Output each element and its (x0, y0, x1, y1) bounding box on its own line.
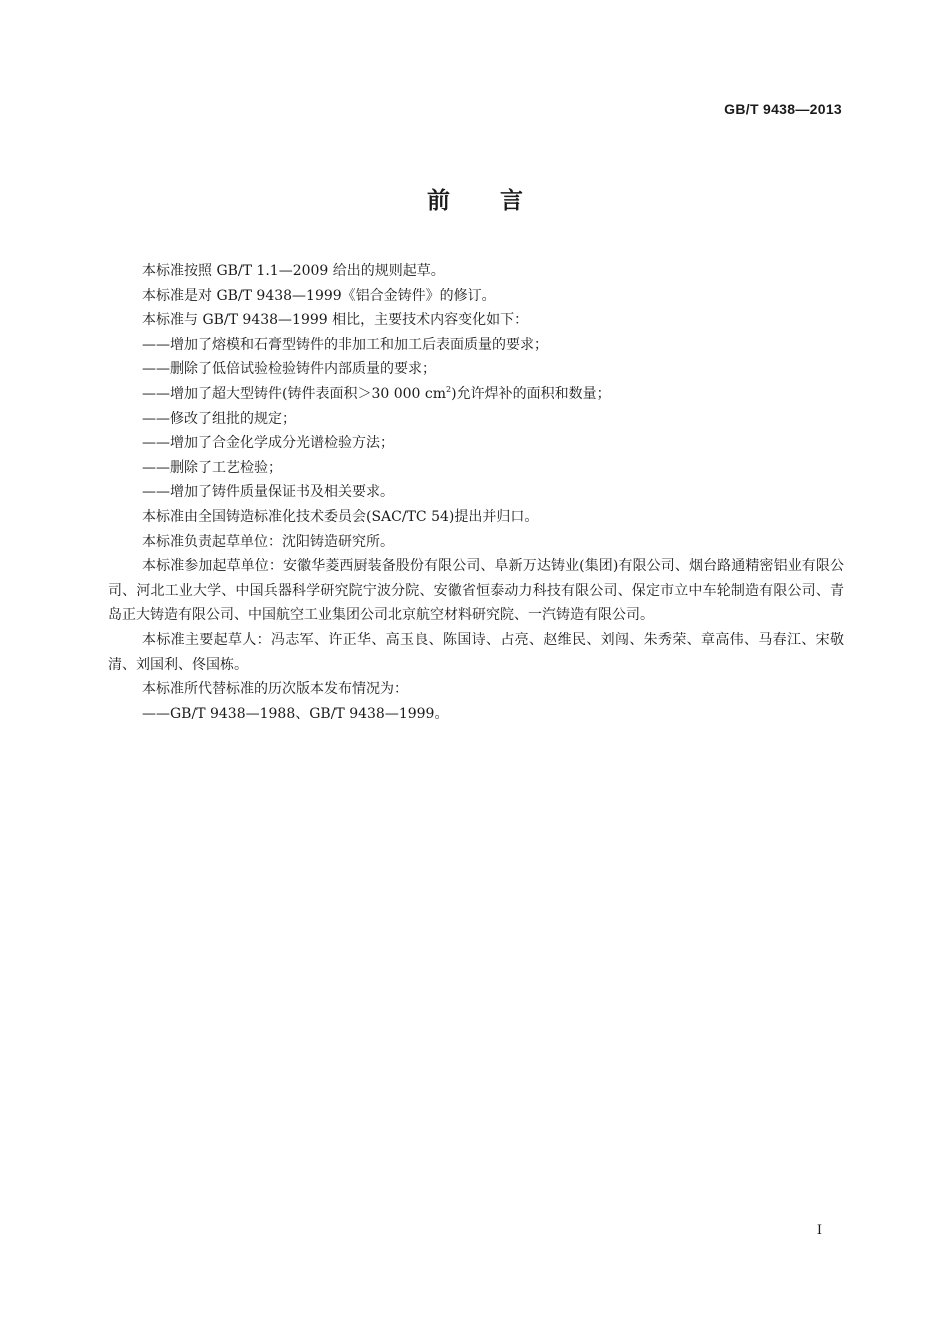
list-item: ——增加了合金化学成分光谱检验方法； (142, 435, 394, 452)
superscript: 2 (446, 384, 452, 394)
page-title: 前言 (427, 188, 573, 214)
paragraph: 本标准是对 GB/T 9438—1999《铝合金铸件》的修订。 (142, 287, 496, 304)
list-item: ——GB/T 9438—1988、GB/T 9438—1999。 (142, 705, 449, 722)
paragraph: 本标准负责起草单位：沈阳铸造研究所。 (142, 533, 394, 550)
page-number: I (816, 1223, 822, 1238)
list-item-text-tail: )允许焊补的面积和数量； (451, 385, 611, 402)
list-item: ——增加了熔模和石膏型铸件的非加工和加工后表面质量的要求； (142, 336, 548, 353)
foreword-body (108, 259, 844, 726)
paragraph: 本标准与 GB/T 9438—1999 相比，主要技术内容变化如下： (142, 312, 529, 329)
list-item (108, 382, 844, 407)
paragraph: 本标准所代替标准的历次版本发布情况为： (142, 681, 408, 698)
list-item: ——删除了低倍试验检验铸件内部质量的要求； (142, 361, 436, 378)
paragraph: 本标准主要起草人：冯志军、许正华、高玉良、陈国诗、占亮、赵维民、刘闯、朱秀荣、章高伟、马春江、宋敬清、刘国利、佟国栋。 (108, 631, 844, 673)
standard-code: GB/T 9438—2013 (724, 101, 842, 117)
list-item: ——删除了工艺检验； (142, 459, 282, 476)
paragraph: 本标准按照 GB/T 1.1—2009 给出的规则起草。 (142, 263, 445, 279)
list-item: ——增加了铸件质量保证书及相关要求。 (142, 484, 394, 501)
list-item-text: ——增加了超大型铸件(铸件表面积＞30 000 cm (142, 385, 447, 402)
list-item: ——修改了组批的规定； (142, 410, 296, 427)
paragraph: 本标准由全国铸造标准化技术委员会(SAC/TC 54)提出并归口。 (142, 508, 539, 525)
paragraph: 本标准参加起草单位：安徽华菱西厨装备股份有限公司、阜新万达铸业(集团)有限公司、烟台路通精密铝业有限公司、河北工业大学、中国兵器科学研究院宁波分院、安徽省恒泰动力科技有限公司、保定市立中车轮制造有限公司、青岛正大铸造有限公司、中国航空工业集团公司北京航空材料研究院、一汽铸造有限公司。 (108, 558, 844, 624)
